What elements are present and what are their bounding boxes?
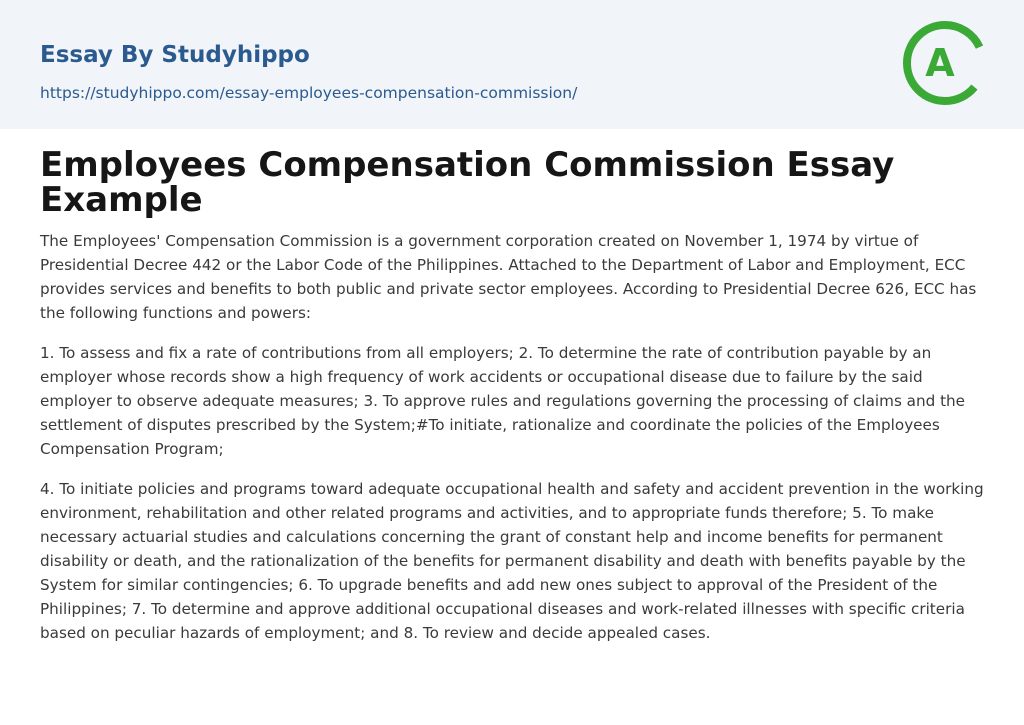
- site-brand[interactable]: Essay By Studyhippo: [40, 42, 310, 68]
- article-paragraph: 4. To initiate policies and programs toward adequate occupational health and safety and accident prevention in the working environment, rehabilitation and other related programs and activities, and to appropriate funds therefore; 5. To make necessary actuarial studies and calculations concerning the grant of constant help and income benefits for permanent disability or death, and the rationalization of the benefits for permanent disability and death with benefits payable by the System for similar contingencies; 6. To upgrade benefits and add new ones subject to approval of the President of the Philippines; 7. To determine and approve additional occupational diseases and work-related illnesses with specific criteria based on peculiar hazards of employment; and 8. To review and decide appealed cases.: [40, 480, 984, 642]
- logo-letter: A: [925, 41, 955, 85]
- article-paragraph: The Employees' Compensation Commission is a government corporation created on November 1, 1974 by virtue of Presidential Decree 442 or the Labor Code of the Philippines. Attached to the Department of Labor and Employment, ECC provides services and benefits to both public and private sector employees. According to Presidential Decree 626, ECC has the following functions and powers:: [40, 232, 977, 322]
- site-header: [0, 0, 1024, 129]
- article-paragraph: 1. To assess and fix a rate of contributions from all employers; 2. To determine the rate of contribution payable by an employer whose records show a high frequency of work accidents or occupational disease due to failure by the said employer to observe adequate measures; 3. To approve rules and regulations governing the processing of claims and the settlement of disputes prescribed by the System;#To initiate, rationalize and coordinate the policies of the Employees Compensation Program;: [40, 344, 966, 458]
- article-title: Employees Compensation Commission Essay Example: [40, 145, 895, 220]
- circle-a-logo-icon[interactable]: [898, 18, 988, 108]
- article: [40, 145, 986, 661]
- essay-url-link[interactable]: https://studyhippo.com/essay-employees-compensation-commission/: [40, 84, 578, 102]
